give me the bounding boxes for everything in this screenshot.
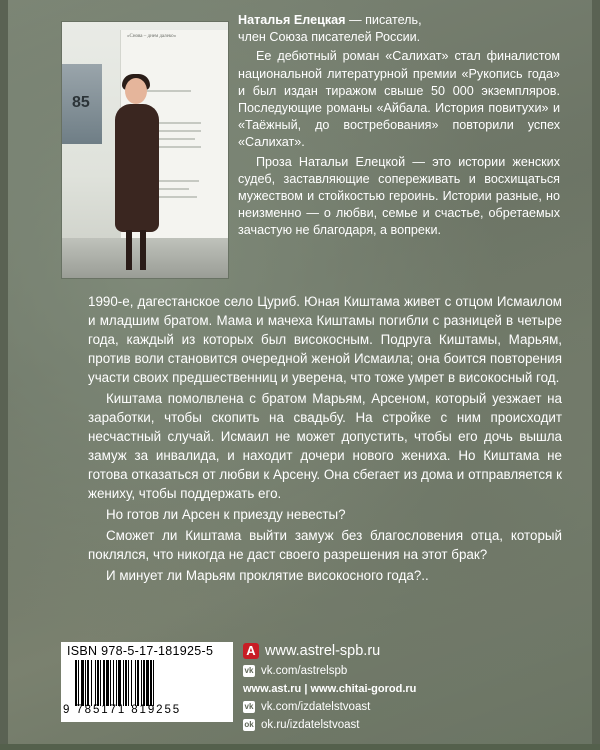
cover-bottom-edge <box>0 744 600 750</box>
barcode-stripe <box>81 660 84 706</box>
barcode-stripe <box>75 660 77 706</box>
cover-left-edge <box>0 0 8 750</box>
barcode-stripe <box>97 660 99 706</box>
vk-link[interactable]: vk.com/astrelspb <box>261 665 348 677</box>
barcode-stripe <box>125 660 127 706</box>
vk-link[interactable]: vk.com/izdatelstvoast <box>261 701 371 713</box>
publisher-links <box>243 640 563 734</box>
barcode-stripe <box>116 660 117 706</box>
sites-link[interactable]: www.ast.ru | www.chitai-gorod.ru <box>243 683 417 695</box>
barcode-stripe <box>113 660 114 706</box>
barcode-stripe <box>141 660 142 706</box>
isbn-label: ISBN 978-5-17-181925-5 <box>67 644 214 658</box>
author-leg <box>126 230 132 270</box>
author-leg <box>140 230 146 270</box>
synopsis-paragraph: 1990-е, дагестанское село Цуриб. Юная Киштама живет с отцом Исмаилом и младшим братом. Мама и мачеха Киштамы погибли с разницей в четыре года, каждый из которых был високосным. Подруга Киштамы, Марьям, против воли становится очередной женой Исмаила; она боится повторения участи своих предшественниц и уверена, что тоже умрет в високосный год. <box>88 294 562 385</box>
barcode-stripe <box>143 660 145 706</box>
barcode-stripe <box>153 660 154 706</box>
barcode-stripe <box>91 660 92 706</box>
barcode-stripe <box>87 660 89 706</box>
barcode-stripe <box>85 660 86 706</box>
ok-link[interactable]: ok.ru/izdatelstvoast <box>261 719 360 731</box>
link-row[interactable] <box>243 698 563 716</box>
synopsis-question: И минует ли Марьям проклятие високосного года?.. <box>106 568 429 583</box>
photo-banner-text: «Снова – днем далеко» <box>127 34 177 39</box>
link-row[interactable] <box>243 662 563 680</box>
link-row[interactable] <box>243 716 563 734</box>
author-bio-title: — писатель, <box>345 13 422 27</box>
author-face <box>125 78 147 104</box>
astrel-logo-icon: A <box>243 643 259 659</box>
barcode-stripe <box>103 660 105 706</box>
author-bio <box>238 12 560 242</box>
barcode-number: 9 785171 819255 <box>63 704 182 716</box>
author-name: Наталья Елецкая <box>238 13 346 27</box>
author-bio-intro <box>238 12 560 46</box>
barcode-stripe <box>150 660 152 706</box>
barcode-stripe <box>100 660 101 706</box>
synopsis-paragraph: Киштама помолвлена с братом Марьям, Арсеном, который уезжает на заработки, чтобы скопить на свадьбу. На стройке с ним происходит несчастный случай. Исмаил не может допустить, чтобы его дочь вышла замуж за инвалида, и находит дочери нового жениха. Но Киштама не готова отказаться от любви к Арсену. Она сбегает из дома и отправляется к жениху, чтобы поддержать его. <box>88 391 562 501</box>
barcode-bars <box>75 660 227 706</box>
author-dress <box>115 104 159 232</box>
barcode-stripe <box>137 660 139 706</box>
barcode-stripe <box>106 660 109 706</box>
ok-icon: ok <box>244 720 254 729</box>
barcode-block <box>61 642 233 722</box>
barcode-stripe <box>95 660 96 706</box>
barcode-stripe <box>78 660 79 706</box>
site-link[interactable]: www.astrel-spb.ru <box>265 643 381 659</box>
author-bio-paragraph: Проза Натальи Елецкой — это истории женских судеб, заставляющие сопереживать и восхищаться мужеством и стойкостью героинь. Истории разные, но неизменно — о любви, семье и счастье, обретаемых зачастую не благодаря, а вопреки. <box>238 154 560 238</box>
book-synopsis <box>88 292 562 587</box>
cover-right-edge <box>592 0 600 750</box>
barcode-stripe <box>146 660 149 706</box>
barcode-stripe <box>135 660 136 706</box>
author-bio-paragraph: Ее дебютный роман «Салихат» стал финалистом национальной литературной премии «Рукопись года» и был издан тиражом свыше 50 000 экземпляров. Последующие романы «Айбала. История повитухи» и «Таёжный, до востребования» повторили успех «Салихат». <box>238 49 560 150</box>
barcode-stripe <box>131 660 132 706</box>
barcode-stripe <box>118 660 121 706</box>
synopsis-question: Но готов ли Арсен к приезду невесты? <box>106 507 346 522</box>
barcode-stripe <box>110 660 111 706</box>
synopsis-question: Сможет ли Киштама выйти замуж без благословения отца, который поклялся, что никогда не даст своего разрешения на этот брак? <box>88 528 562 562</box>
vk-icon: vk <box>244 702 254 711</box>
link-row[interactable] <box>243 680 563 698</box>
barcode-stripe <box>123 660 124 706</box>
barcode-stripe <box>128 660 129 706</box>
author-photo <box>62 22 228 278</box>
link-row[interactable] <box>243 640 563 662</box>
photo-left-poster <box>62 64 102 144</box>
vk-icon: vk <box>244 666 254 675</box>
photo-poster-text: 85 <box>72 94 90 111</box>
author-bio-membership: член Союза писателей России. <box>238 30 421 45</box>
